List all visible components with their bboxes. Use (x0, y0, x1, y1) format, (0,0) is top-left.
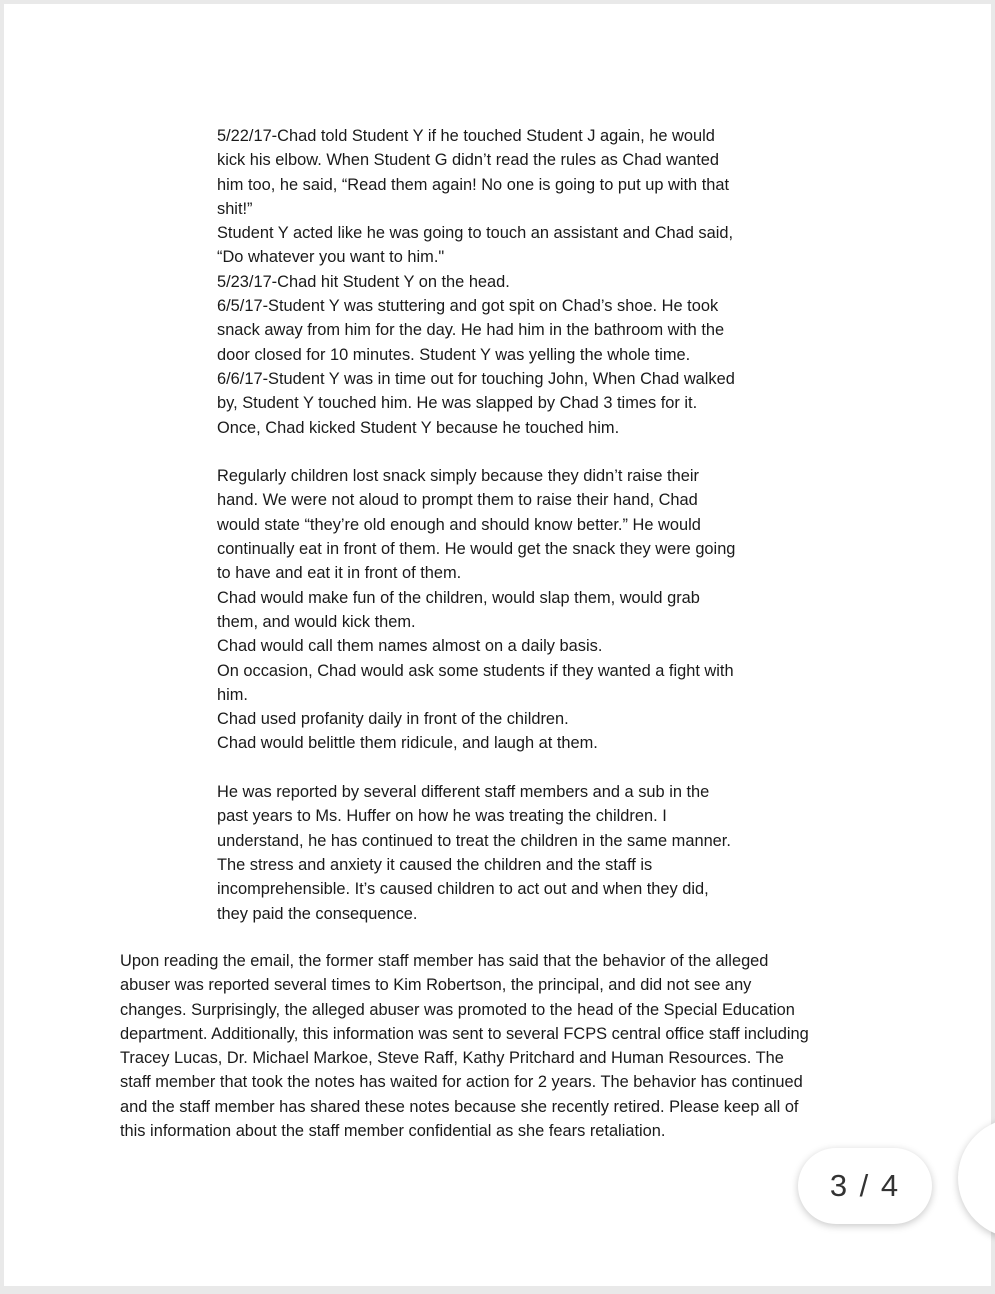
note-line: shit!” (217, 199, 253, 218)
note-line: understand, he has continued to treat the children in the same manner. (217, 831, 731, 850)
note-line: Regularly children lost snack simply because they didn’t raise their (217, 467, 699, 486)
note-line: The stress and anxiety it caused the children and the staff is (217, 855, 653, 874)
note-line: snack away from him for the day. He had him in the bathroom with the (217, 321, 725, 340)
note-line: to have and eat it in front of them. (217, 564, 462, 583)
note-line: door closed for 10 minutes. Student Y was yelling the whole time. (217, 345, 691, 364)
note-line: hand. We were not aloud to prompt them to raise their hand, Chad (217, 491, 698, 510)
note-line: Chad used profanity daily in front of the children. (217, 710, 569, 729)
note-line: continually eat in front of them. He would get the snack they were going (217, 540, 736, 559)
note-line: kick his elbow. When Student G didn’t read the rules as Chad wanted (217, 151, 720, 170)
summary-line: department. Additionally, this information was sent to several FCPS central office staff including (120, 1024, 809, 1043)
note-line: He was reported by several different staff members and a sub in the (217, 783, 710, 802)
note-line: 6/6/17-Student Y was in time out for touching John, When Chad walked (217, 369, 735, 388)
note-line: him. (217, 685, 248, 704)
summary-line: abuser was reported several times to Kim Robertson, the principal, and did not see any (120, 976, 752, 995)
note-line: them, and would kick them. (217, 612, 416, 631)
note-line: they paid the consequence. (217, 904, 418, 923)
summary-paragraph (120, 949, 895, 1143)
note-line: Chad would make fun of the children, would slap them, would grab (217, 588, 700, 607)
note-line: “Do whatever you want to him." (217, 248, 445, 267)
summary-line: and the staff member has shared these notes because she recently retired. Please keep all of (120, 1097, 799, 1116)
summary-line: Tracey Lucas, Dr. Michael Markoe, Steve Raff, Kathy Pritchard and Human Resources. The (120, 1049, 784, 1068)
summary-line: changes. Surprisingly, the alleged abuser was promoted to the head of the Special Education (120, 1000, 795, 1019)
note-line: Chad would belittle them ridicule, and laugh at them. (217, 734, 598, 753)
note-line: 5/23/17-Chad hit Student Y on the head. (217, 272, 510, 291)
note-line: 5/22/17-Chad told Student Y if he touched Student J again, he would (217, 127, 715, 145)
staff-notes (217, 124, 807, 926)
document-page (4, 4, 991, 1286)
note-line: past years to Ms. Huffer on how he was treating the children. I (217, 807, 667, 826)
note-line: 6/5/17-Student Y was stuttering and got spit on Chad’s shoe. He took (217, 297, 719, 316)
note-line: him too, he said, “Read them again! No one is going to put up with that (217, 175, 730, 194)
summary-line: this information about the staff member confidential as she fears retaliation. (120, 1122, 666, 1141)
summary-line: staff member that took the notes has waited for action for 2 years. The behavior has continued (120, 1073, 803, 1092)
note-line (217, 440, 807, 464)
page-indicator: 3 / 4 (798, 1148, 932, 1224)
note-line (217, 756, 807, 780)
note-line: Once, Chad kicked Student Y because he touched him. (217, 418, 620, 437)
note-line: by, Student Y touched him. He was slapped by Chad 3 times for it. (217, 394, 698, 413)
note-line: would state “they’re old enough and should know better.” He would (217, 515, 701, 534)
note-line: incomprehensible. It’s caused children to act out and when they did, (217, 880, 709, 899)
note-line: On occasion, Chad would ask some students if they wanted a fight with (217, 661, 734, 680)
note-line: Chad would call them names almost on a daily basis. (217, 637, 603, 656)
summary-line: Upon reading the email, the former staff member has said that the behavior of the alleged (120, 952, 769, 970)
note-line: Student Y acted like he was going to touch an assistant and Chad said, (217, 224, 734, 243)
